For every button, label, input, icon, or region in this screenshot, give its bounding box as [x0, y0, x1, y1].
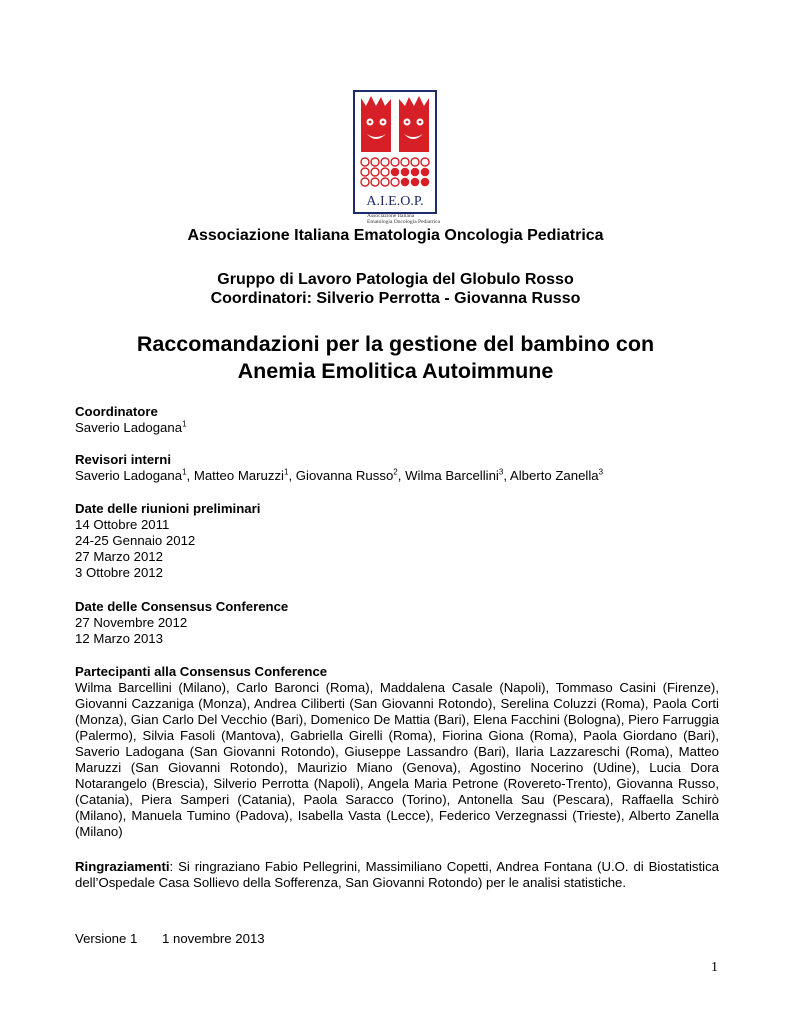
- partecipanti-list: Wilma Barcellini (Milano), Carlo Baronci (Roma), Maddalena Casale (Napoli), Tommaso Casini (Firenze), Giovanni Cazzaniga (Monza), Andrea Ciliberti (San Giovanni Rotondo), Serelina Coluzzi (Roma), Paola Corti (Monza), Gian Carlo Del Vecchio (Bari), Domenico De Mattia (Bari), Elena Facchini (Bologna), Piero Farruggia (Palermo), Silvia Fasoli (Mantova), Gabriella Girelli (Roma), Fiorina Giona (Roma), Paola Giordano (Bari), Saverio Ladogana (San Giovanni Rotondo), Giuseppe Lassandro (Bari), Ilaria Lazzareschi (Roma), Matteo Maruzzi (San Giovanni Rotondo), Maurizio Miano (Genova), Agostino Nocerino (Udine), Lucia Dora Notarangelo (Brescia), Silverio Perrotta (Napoli), Angela Maria Petrone (Rovereto-Trento), Giovanna Russo, (Catania), Piera Samperi (Catania), Paola Saracco (Torino), Antonella Sau (Pescara), Raffaella Schirò (Milano), Manuela Tumino (Padova), Isabella Vasta (Lecce), Federico Verzegnassi (Trieste), Alberto Zanella (Milano): [75, 680, 719, 839]
- revisori-section: [75, 452, 719, 484]
- revisore-name: Saverio Ladogana: [75, 468, 183, 483]
- page-number: 1: [711, 960, 718, 975]
- ringraziamenti-label: Ringraziamenti: [75, 859, 170, 874]
- version-label: Versione 1: [75, 931, 138, 946]
- logo-subtitle-line-2: Ematologia Oncologia Pediatrica: [367, 219, 441, 225]
- consensus-heading: Date delle Consensus Conference: [75, 599, 289, 614]
- consensus-section: [75, 599, 719, 647]
- document-title-line-1: Raccomandazioni per la gestione del bambino con: [136, 332, 655, 356]
- logo-subtitle-line-1: Associazione Italiana: [367, 213, 415, 219]
- working-group-title: Gruppo di Lavoro Patologia del Globulo Rosso: [217, 271, 574, 288]
- working-group: [0, 270, 791, 308]
- affiliation-sup: 1: [182, 467, 187, 477]
- document-title-line-2: Anemia Emolitica Autoimmune: [237, 359, 554, 383]
- logo-faces-icon: [357, 94, 433, 210]
- riunioni-date: 14 Ottobre 2011: [75, 517, 170, 532]
- revisori-heading: Revisori interni: [75, 452, 172, 467]
- ringraziamenti-section: [75, 859, 719, 891]
- coordinatore-name-line: [75, 420, 719, 436]
- revisore-name: Giovanna Russo: [295, 468, 394, 483]
- partecipanti-heading: Partecipanti alla Consensus Conference: [75, 664, 328, 679]
- consensus-date: 12 Marzo 2013: [75, 631, 163, 646]
- logo-subtitle: [367, 213, 440, 225]
- affiliation-sup: 2: [393, 467, 398, 477]
- riunioni-date: 24-25 Gennaio 2012: [75, 533, 196, 548]
- version-date: 1 novembre 2013: [162, 931, 265, 946]
- coordinatore-section: [75, 404, 719, 436]
- coordinatore-name: Saverio Ladogana: [75, 420, 183, 435]
- riunioni-date: 3 Ottobre 2012: [75, 565, 163, 580]
- coordinators-line: Coordinatori: Silverio Perrotta - Giovanna Russo: [210, 290, 581, 307]
- ringraziamenti-text: : Si ringraziano Fabio Pellegrini, Massimiliano Copetti, Andrea Fontana (U.O. di Biostatistica dell’Ospedale Casa Sollievo della Sofferenza, San Giovanni Rotondo) per le analisi statistiche.: [75, 859, 719, 890]
- riunioni-section: [75, 501, 719, 581]
- revisore-name: Wilma Barcellini: [405, 468, 499, 483]
- organization-name: Associazione Italiana Ematologia Oncologia Pediatrica: [187, 227, 604, 244]
- logo-frame: [353, 90, 437, 214]
- logo-acronym: A.I.E.O.P.: [366, 194, 424, 209]
- revisori-list: Saverio Ladogana$^1$, Matteo Maruzzi$^1$, Giovanna Russo$^2$, Wilma Barcellini$^3$, Alberto Zanella$^3$: [75, 467, 604, 483]
- document-title: [0, 331, 791, 385]
- consensus-date: 27 Novembre 2012: [75, 615, 188, 630]
- revisore-name: Alberto Zanella: [509, 468, 599, 483]
- riunioni-date: 27 Marzo 2012: [75, 549, 163, 564]
- revisore-name: Matteo Maruzzi: [193, 468, 284, 483]
- affiliation-sup: 3: [498, 467, 504, 477]
- affiliation-sup: 1: [284, 467, 289, 477]
- coordinatore-heading: Coordinatore: [75, 404, 158, 419]
- riunioni-heading: Date delle riunioni preliminari: [75, 501, 261, 516]
- aieop-logo: [353, 90, 441, 228]
- affiliation-sup: 1: [182, 419, 187, 429]
- affiliation-sup: 3: [598, 467, 604, 477]
- partecipanti-section: [75, 664, 719, 840]
- version-line: [75, 931, 719, 947]
